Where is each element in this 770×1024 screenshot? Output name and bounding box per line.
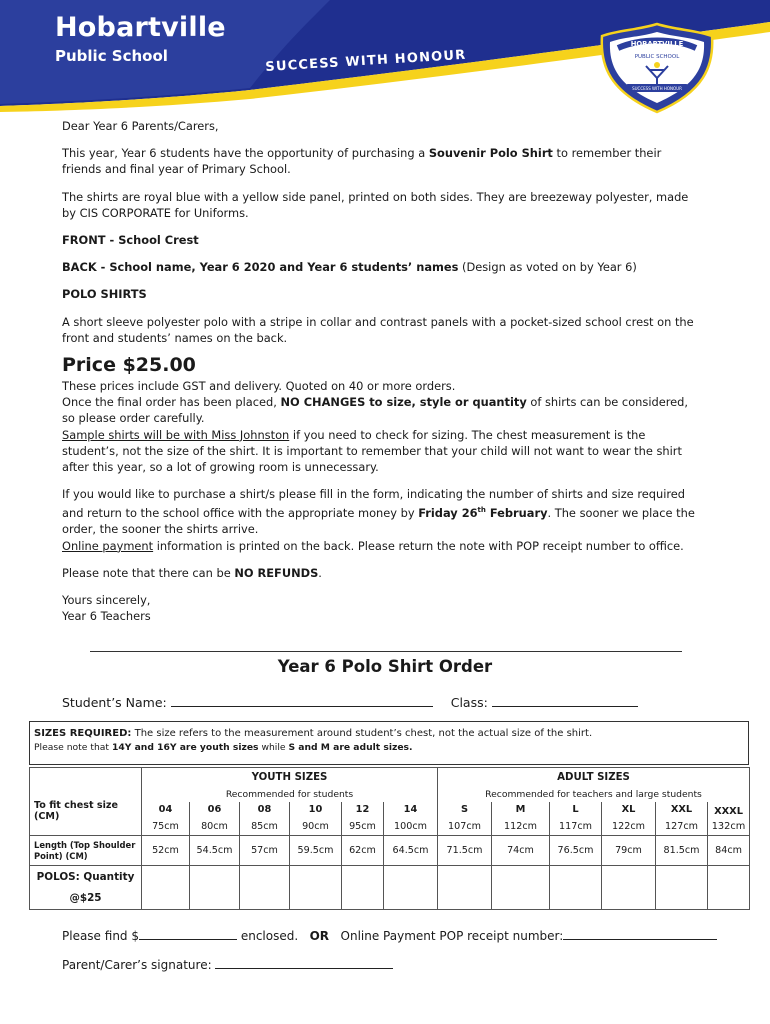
chest-04: 75cm: [142, 818, 190, 836]
chest-xl: 122cm: [602, 818, 656, 836]
price-heading: Price $25.00: [62, 354, 196, 377]
note-text: Please note that: [34, 742, 112, 753]
shirt-description: The shirts are royal blue with a yellow side panel, printed on both sides. They are breezeway polyester, made by CIS CORPORATE for Uniforms.: [62, 189, 689, 220]
size-10: 10: [290, 802, 342, 818]
size-08: 08: [240, 802, 290, 818]
school-motto: SUCCESS WITH HONOUR: [265, 47, 467, 75]
sample-shirts-text: Sample shirts will be with Miss Johnston: [62, 427, 290, 442]
final-order-note: [62, 394, 702, 426]
qty-s[interactable]: [438, 866, 492, 910]
group-header-row: [30, 768, 750, 788]
length-l: 76.5cm: [550, 836, 602, 866]
size-xxl: XXL: [656, 802, 708, 818]
qty-l[interactable]: [550, 866, 602, 910]
youth-sizes-header: YOUTH SIZES: [142, 768, 438, 788]
front-design: FRONT - School Crest: [62, 233, 199, 248]
order-title: Year 6 Polo Shirt Order: [277, 657, 493, 676]
refund-note: [62, 565, 702, 581]
chest-m: 112cm: [492, 818, 550, 836]
group-subheader-row: [30, 788, 750, 802]
adult-note: S and M are adult sizes.: [288, 742, 413, 753]
back-design: [62, 259, 702, 275]
student-details: [62, 694, 638, 710]
payment-amount-field[interactable]: [139, 928, 237, 940]
online-payment-text: information is printed on the back. Please return the note with POP receipt number to office.: [153, 538, 684, 553]
size-04: 04: [142, 802, 190, 818]
adult-sizes-sub: Recommended for teachers and large students: [438, 788, 750, 802]
intro-product: Souvenir Polo Shirt: [428, 146, 553, 161]
crest-subtitle: PUBLIC SCHOOL: [634, 54, 680, 60]
length-04: 52cm: [142, 836, 190, 866]
school-crest-logo: [596, 22, 718, 114]
cut-line: [90, 651, 682, 652]
size-s: S: [438, 802, 492, 818]
chest-l: 117cm: [550, 818, 602, 836]
due-date: Friday 26: [418, 506, 478, 521]
crest-motto: SUCCESS WITH HONOUR: [632, 86, 682, 91]
pop-receipt-label: Online Payment POP receipt number:: [340, 929, 564, 943]
length-row: [30, 836, 750, 866]
sizes-required-line: [34, 727, 744, 741]
pop-receipt-field[interactable]: [563, 928, 717, 940]
online-payment-label: Online payment: [62, 538, 154, 553]
qty-12[interactable]: [342, 866, 384, 910]
student-name-label: Student’s Name:: [62, 695, 167, 710]
return-instructions: [62, 486, 702, 537]
length-xxxl: 84cm: [708, 836, 750, 866]
length-m: 74cm: [492, 836, 550, 866]
length-08: 57cm: [240, 836, 290, 866]
youth-note: 14Y and 16Y are youth sizes: [111, 742, 259, 753]
size-14: 14: [384, 802, 438, 818]
final-order-text-end: of shirts can be considered, so please order carefully.: [62, 395, 689, 426]
length-06: 54.5cm: [190, 836, 240, 866]
chest-xxl: 127cm: [656, 818, 708, 836]
class-label: Class:: [450, 695, 488, 710]
sizes-required-label: SIZES REQUIRED:: [34, 728, 132, 739]
youth-sizes-sub: Recommended for students: [142, 788, 438, 802]
qty-xl[interactable]: [602, 866, 656, 910]
length-12: 62cm: [342, 836, 384, 866]
no-refunds: NO REFUNDS: [234, 565, 319, 580]
qty-08[interactable]: [240, 866, 290, 910]
size-12: 12: [342, 802, 384, 818]
signature-field[interactable]: [215, 957, 393, 969]
sizing-text: if you need to check for sizing. The chest measurement is the student’s, not the size of the shirt. It is important to remember that your child will not want to wear the shirt after this year, so a lot of growing room is unnecessary.: [62, 427, 682, 475]
chest-06: 80cm: [190, 818, 240, 836]
size-xxxl: XXXL: [714, 805, 743, 817]
sample-note: [62, 427, 702, 476]
qty-14[interactable]: [384, 866, 438, 910]
quantity-row: [30, 866, 750, 910]
crest-title: HOBARTVILLE: [630, 40, 684, 48]
sincerely: Yours sincerely,: [62, 593, 151, 608]
online-payment-note: [62, 538, 702, 554]
signoff: Year 6 Teachers: [62, 609, 151, 624]
header-banner: [0, 0, 770, 112]
enclosed-label: enclosed.: [240, 929, 299, 943]
note-while: while: [258, 742, 289, 753]
intro-paragraph: [62, 145, 702, 177]
adult-sizes-header: ADULT SIZES: [438, 768, 750, 788]
school-subtitle: Public School: [55, 47, 168, 65]
return-text-end: . The sooner we place the order, the sooner the shirts arrive.: [62, 506, 695, 537]
polos-label: POLOS: Quantity: [36, 870, 135, 883]
length-label: Length (Top Shoulder Point) (CM): [30, 836, 142, 866]
qty-m[interactable]: [492, 866, 550, 910]
no-changes-warning: NO CHANGES to size, style or quantity: [280, 395, 527, 410]
due-month: February: [485, 506, 548, 521]
length-s: 71.5cm: [438, 836, 492, 866]
size-06: 06: [190, 802, 240, 818]
qty-06[interactable]: [190, 866, 240, 910]
size-m: M: [492, 802, 550, 818]
return-text: If you would like to purchase a shirt/s please fill in the form, indicating the number of shirts and size required and return to the school office with the appropriate money by: [62, 487, 686, 521]
polos-quantity-label: [30, 866, 142, 910]
order-table: [29, 767, 750, 910]
length-14: 64.5cm: [384, 836, 438, 866]
class-field[interactable]: [492, 694, 638, 707]
sizes-required-text: The size refers to the measurement around student’s chest, not the actual size of the shirt.: [131, 728, 593, 739]
chest-10: 90cm: [290, 818, 342, 836]
qty-04[interactable]: [142, 866, 190, 910]
size-xl: XL: [602, 802, 656, 818]
intro-text-end: to remember their friends and final year of Primary School.: [62, 146, 662, 177]
chest-s: 107cm: [438, 818, 492, 836]
length-xl: 79cm: [602, 836, 656, 866]
length-xxl: 81.5cm: [656, 836, 708, 866]
back-design-label: BACK - School name, Year 6 2020 and Year 6 students’ names: [62, 260, 459, 275]
fit-chest-label: To fit chest size (CM): [30, 788, 142, 836]
refund-period: .: [318, 565, 322, 580]
polo-description: A short sleeve polyester polo with a stripe in collar and contrast panels with a pocket-sized school crest on the front and students’ names on the back.: [62, 314, 694, 345]
qty-xxl[interactable]: [656, 866, 708, 910]
signature-label: Parent/Carer’s signature:: [62, 958, 212, 972]
prices-note: These prices include GST and delivery. Quoted on 40 or more orders.: [62, 379, 456, 394]
letter-body: [62, 118, 702, 624]
signature-line: [62, 957, 393, 972]
polo-heading: POLO SHIRTS: [62, 287, 147, 302]
size-l: L: [550, 802, 602, 818]
school-name: Hobartville: [55, 12, 226, 43]
qty-10[interactable]: [290, 866, 342, 910]
length-10: 59.5cm: [290, 836, 342, 866]
final-order-text: Once the final order has been placed,: [62, 395, 281, 410]
due-date-suffix: th: [477, 506, 486, 515]
or-label: OR: [309, 929, 330, 943]
chest-12: 95cm: [342, 818, 384, 836]
greeting: Dear Year 6 Parents/Carers,: [62, 119, 219, 133]
refund-text: Please note that there can be: [62, 565, 235, 580]
sizes-required-box: [29, 721, 749, 765]
polos-price: @$25: [69, 891, 102, 904]
payment-amount-label: Please find $: [62, 929, 139, 943]
chest-14: 100cm: [384, 818, 438, 836]
back-design-note: (Design as voted on by Year 6): [458, 260, 637, 275]
youth-adult-note: [34, 741, 744, 755]
intro-text: This year, Year 6 students have the opportunity of purchasing a: [62, 146, 429, 161]
qty-xxxl[interactable]: [708, 866, 750, 910]
student-name-field[interactable]: [171, 694, 433, 707]
chest-08: 85cm: [240, 818, 290, 836]
chest-xxxl: 132cm: [711, 820, 746, 832]
payment-line: [62, 928, 717, 943]
size-xxxl-cell: [708, 802, 750, 836]
